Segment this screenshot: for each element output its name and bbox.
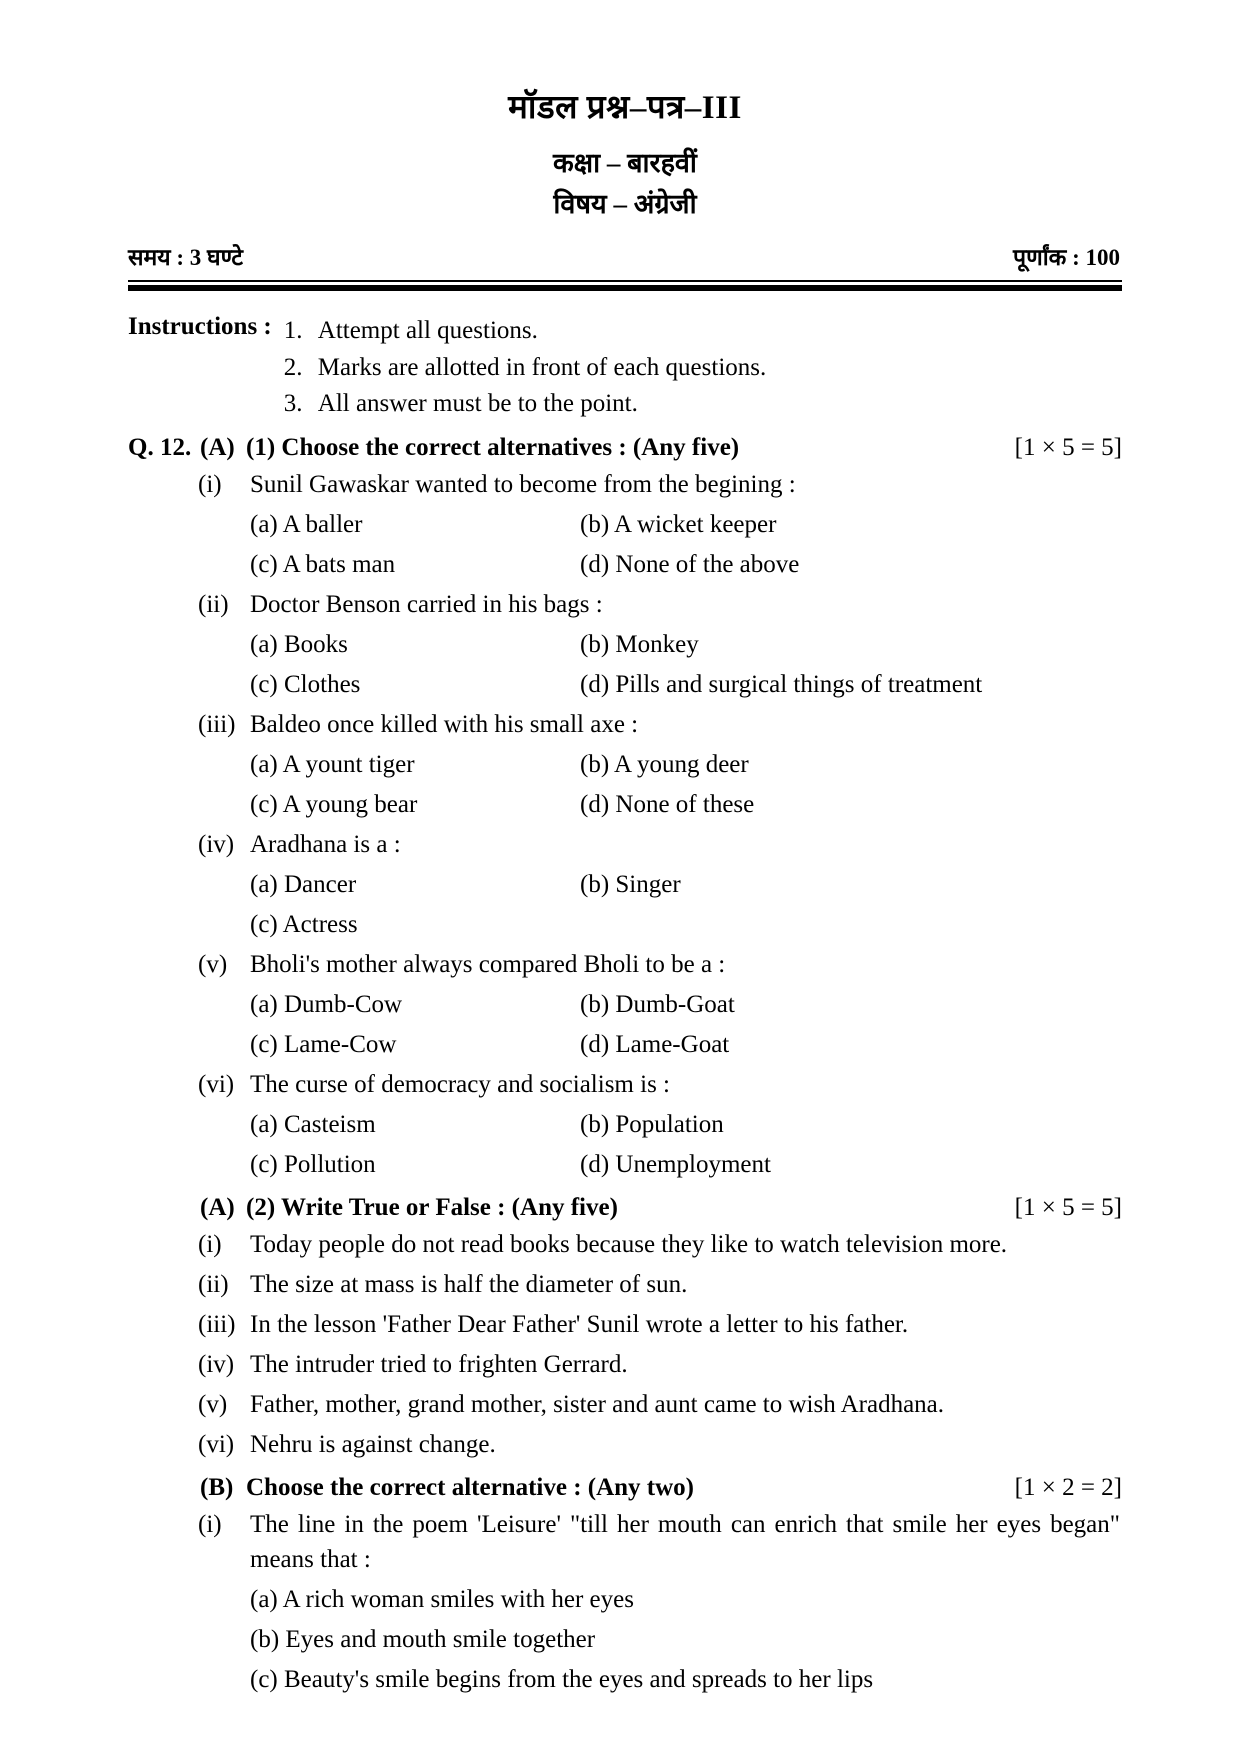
exam-meta-row	[128, 240, 1122, 272]
question-item	[128, 1267, 1122, 1302]
section-heading-text: Choose the correct alternative : (Any two)	[246, 1474, 695, 1501]
question-roman: (vi)	[198, 1071, 235, 1098]
option-b[interactable]: (b) Population	[580, 1111, 724, 1138]
option-b[interactable]: (b) A young deer	[580, 751, 749, 778]
option-a[interactable]: (a) Dumb-Cow	[250, 991, 403, 1018]
option-c[interactable]: (c) A young bear	[250, 791, 418, 818]
section-marks: [1 × 5 = 5]	[1014, 1194, 1122, 1221]
question-item	[128, 587, 1122, 622]
question-item	[128, 1227, 1122, 1262]
option-a[interactable]: (a) Dancer	[250, 871, 357, 898]
option-b[interactable]: (b) Monkey	[580, 631, 699, 658]
list-item	[284, 386, 1122, 422]
option-b[interactable]: (b) Singer	[580, 871, 681, 898]
question-item	[128, 827, 1122, 862]
option-row	[128, 547, 1122, 582]
subject-line: विषय – अंग्रेजी	[553, 188, 697, 219]
question-roman: (v)	[198, 1391, 228, 1418]
option-a[interactable]: (a) Books	[250, 631, 348, 658]
option-row	[128, 867, 1122, 902]
question-roman: (v)	[198, 951, 228, 978]
question-text: The size at mass is half the diameter of sun.	[250, 1271, 688, 1298]
question-text: Bholi's mother always compared Bholi to be a :	[250, 951, 726, 978]
question-text: In the lesson 'Father Dear Father' Sunil wrote a letter to his father.	[250, 1311, 909, 1338]
option-d[interactable]: (d) Pills and surgical things of treatment	[580, 671, 983, 698]
question-text: The line in the poem 'Leisure' "till her mouth can enrich that smile her eyes began" means that :	[250, 1511, 1120, 1573]
question-item	[128, 1067, 1122, 1102]
question-text: Nehru is against change.	[250, 1431, 496, 1458]
class-line: कक्षा – बारहवीं	[553, 148, 697, 179]
question-roman: (i)	[198, 1511, 222, 1538]
question-item	[128, 1307, 1122, 1342]
question-roman: (vi)	[198, 1431, 235, 1458]
option-b[interactable]: (b) A wicket keeper	[580, 511, 777, 538]
question-roman: (iv)	[198, 831, 235, 858]
option-a[interactable]: (a) A baller	[250, 511, 363, 538]
option-c[interactable]: (c) A bats man	[250, 551, 396, 578]
time-allowed: समय : 3 घण्टे	[128, 245, 243, 271]
section-marks: [1 × 5 = 5]	[1014, 434, 1122, 461]
question-text: Today people do not read books because they like to watch television more.	[250, 1231, 1008, 1258]
option-a[interactable]: (a) Casteism	[250, 1111, 376, 1138]
section-heading-text: (1) Choose the correct alternatives : (Any five)	[246, 434, 740, 461]
instructions-list	[284, 313, 1122, 422]
question-roman: (iii)	[198, 711, 236, 738]
question-item	[128, 1387, 1122, 1422]
option-row	[128, 667, 1122, 702]
instruction-text: All answer must be to the point.	[317, 389, 638, 417]
instruction-text: Attempt all questions.	[317, 317, 538, 345]
question-item	[128, 1507, 1122, 1577]
question-item	[128, 947, 1122, 982]
option-c[interactable]: (c) Pollution	[250, 1151, 376, 1178]
instruction-number: 1.	[283, 317, 303, 345]
option-row	[128, 507, 1122, 542]
question-roman: (iv)	[198, 1351, 235, 1378]
question-item	[128, 467, 1122, 502]
section-heading-text: (2) Write True or False : (Any five)	[246, 1194, 618, 1221]
option-b[interactable]: (b) Eyes and mouth smile together	[250, 1626, 596, 1653]
instructions-label: Instructions :	[128, 313, 272, 341]
option-row	[128, 1027, 1122, 1062]
question-text: Baldeo once killed with his small axe :	[250, 711, 639, 738]
header-divider-thick	[128, 285, 1122, 291]
list-item	[284, 313, 1122, 349]
question-item	[128, 1427, 1122, 1462]
option-row	[128, 907, 1122, 942]
section-a1-heading	[128, 434, 1122, 462]
instruction-number: 2.	[283, 353, 303, 381]
option-c[interactable]: (c) Clothes	[250, 671, 361, 698]
header-divider	[128, 280, 1122, 291]
option-c[interactable]: (c) Actress	[250, 911, 358, 938]
section-part-label: (A)	[200, 434, 235, 461]
question-text: Aradhana is a :	[250, 831, 401, 858]
option-c[interactable]: (c) Lame-Cow	[250, 1031, 397, 1058]
option-row	[128, 987, 1122, 1022]
option-d[interactable]: (d) None of these	[580, 791, 755, 818]
question-text: The curse of democracy and socialism is :	[250, 1071, 670, 1098]
section-part-label: (A)	[200, 1194, 235, 1221]
section-marks: [1 × 2 = 2]	[1014, 1474, 1122, 1501]
option-a[interactable]: (a) A rich woman smiles with her eyes	[250, 1586, 634, 1613]
question-roman: (ii)	[198, 591, 229, 618]
instructions-block	[128, 313, 1122, 422]
section-b-heading	[128, 1474, 1122, 1502]
question-roman: (ii)	[198, 1271, 229, 1298]
option-b[interactable]: (b) Dumb-Goat	[580, 991, 735, 1018]
question-text: Father, mother, grand mother, sister and aunt came to wish Aradhana.	[250, 1391, 945, 1418]
option-row	[128, 1147, 1122, 1182]
option-c[interactable]: (c) Beauty's smile begins from the eyes and spreads to her lips	[250, 1666, 874, 1693]
section-part-label: (B)	[200, 1474, 234, 1501]
option-d[interactable]: (d) Lame-Goat	[580, 1031, 730, 1058]
page-title: मॉडल प्रश्न–पत्र–III	[508, 90, 742, 126]
option-d[interactable]: (d) None of the above	[580, 551, 800, 578]
option-d[interactable]: (d) Unemployment	[580, 1151, 771, 1178]
instruction-number: 3.	[283, 389, 303, 417]
option-row	[128, 787, 1122, 822]
option-row	[128, 747, 1122, 782]
maximum-marks: पूर्णांक : 100	[1013, 245, 1120, 271]
question-text: Sunil Gawaskar wanted to become from the begining :	[250, 471, 796, 498]
option-a[interactable]: (a) A yount tiger	[250, 751, 415, 778]
option-row	[128, 1107, 1122, 1142]
question-item	[128, 707, 1122, 742]
option-row	[128, 627, 1122, 662]
question-text: The intruder tried to frighten Gerrard.	[250, 1351, 628, 1378]
question-text: Doctor Benson carried in his bags :	[250, 591, 603, 618]
question-roman: (iii)	[198, 1311, 236, 1338]
section-a2-heading	[128, 1194, 1122, 1222]
list-item	[284, 350, 1122, 386]
question-item	[128, 1347, 1122, 1382]
question-roman: (i)	[198, 471, 222, 498]
instruction-text: Marks are allotted in front of each questions.	[317, 353, 767, 381]
question-roman: (i)	[198, 1231, 222, 1258]
question-number: Q. 12.	[128, 434, 192, 461]
